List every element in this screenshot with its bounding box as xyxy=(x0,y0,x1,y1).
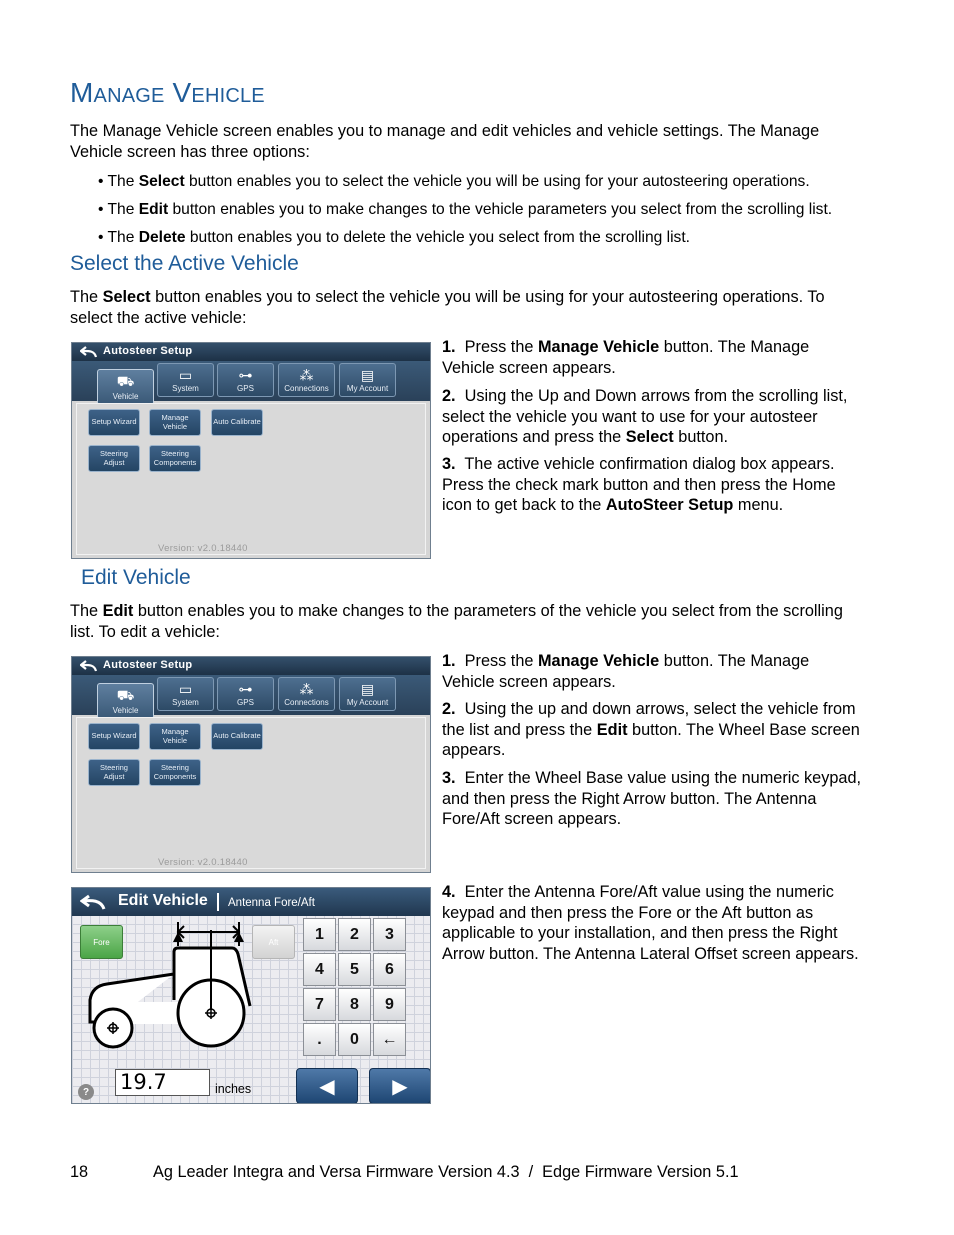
auto-calibrate-button[interactable]: Auto Calibrate xyxy=(211,723,263,750)
key-decimal[interactable]: . xyxy=(303,1023,336,1056)
folder-icon: ▤ xyxy=(360,367,375,383)
tab-system[interactable]: ▭ System xyxy=(157,677,214,711)
steering-components-button[interactable]: Steering Components xyxy=(149,759,201,786)
fore-aft-value-input[interactable]: 19.7 xyxy=(115,1069,210,1096)
key-6[interactable]: 6 xyxy=(373,953,406,986)
section-heading-select: Select the Active Vehicle xyxy=(70,252,299,275)
screen-title: Autosteer Setup xyxy=(103,345,193,357)
setup-wizard-button[interactable]: Setup Wizard xyxy=(88,723,140,750)
tab-vehicle[interactable]: ⛟ Vehicle xyxy=(97,369,154,405)
select-step-2: 2. Using the Up and Down arrows from the scrolling list, select the vehicle you want to use for your autosteer operations and press the Select button. xyxy=(442,387,848,446)
autosteer-setup-screenshot xyxy=(71,342,431,559)
tractor-icon: ⛟ xyxy=(116,687,135,703)
page-title: Manage Vehicle xyxy=(70,77,265,108)
tab-my-account[interactable]: ▤ My Account xyxy=(339,363,396,397)
key-0[interactable]: 0 xyxy=(338,1023,371,1056)
title-separator xyxy=(217,893,219,911)
manage-vehicle-button[interactable]: Manage Vehicle xyxy=(149,723,201,750)
back-arrow-icon xyxy=(80,346,97,358)
tab-my-account[interactable]: ▤ My Account xyxy=(339,677,396,711)
back-arrow-icon xyxy=(80,894,106,910)
fore-button[interactable]: Fore xyxy=(80,925,123,959)
version-label: Version: v2.0.18440 xyxy=(158,857,248,868)
screen-title-bar xyxy=(72,888,430,916)
bullet-select: • The Select button enables you to select the vehicle you will be using for your autosteering operations. xyxy=(98,173,810,190)
bullet-edit: • The Edit button enables you to make changes to the vehicle parameters you select from the scrolling list. xyxy=(98,201,833,218)
satellite-icon: ⊶ xyxy=(238,367,253,383)
monitor-icon: ▭ xyxy=(178,681,193,697)
intro-paragraph: The Manage Vehicle screen enables you to manage and edit vehicles and vehicle settings. The Manage Vehicle screen has three options: xyxy=(70,122,820,161)
select-step-3: 3. The active vehicle confirmation dialog box appears. Press the check mark button and then press the Home icon to get back to the AutoSteer Setup menu. xyxy=(442,455,836,514)
select-step-1: 1. Press the Manage Vehicle button. The Manage Vehicle screen appears. xyxy=(442,338,810,377)
tractor-icon: ⛟ xyxy=(116,373,135,389)
bullet-delete: • The Delete button enables you to delete the vehicle you select from the scrolling list. xyxy=(98,229,691,246)
folder-icon: ▤ xyxy=(360,681,375,697)
screen-title-bar xyxy=(72,657,430,675)
left-arrow-button[interactable]: ◀ xyxy=(296,1068,358,1104)
tractor-diagram-icon xyxy=(82,922,297,1064)
tab-vehicle[interactable]: ⛟ Vehicle xyxy=(97,683,154,719)
key-5[interactable]: 5 xyxy=(338,953,371,986)
key-1[interactable]: 1 xyxy=(303,918,336,951)
edit-step-3: 3. Enter the Wheel Base value using the numeric keypad, and then press the Right Arrow button. The Antenna Fore/Aft screen appears. xyxy=(442,769,862,828)
autosteer-setup-screenshot-2 xyxy=(71,656,431,873)
screen-title: Edit Vehicle xyxy=(118,892,208,909)
tab-system[interactable]: ▭ System xyxy=(157,363,214,397)
tab-gps[interactable]: ⊶ GPS xyxy=(217,363,274,397)
backspace-key[interactable]: ← xyxy=(373,1023,406,1056)
screen-subtitle: Antenna Fore/Aft xyxy=(228,897,315,909)
right-arrow-button[interactable]: ▶ xyxy=(369,1068,431,1104)
edit-step-1: 1. Press the Manage Vehicle button. The Manage Vehicle screen appears. xyxy=(442,652,810,691)
edit-vehicle-screenshot xyxy=(71,887,431,1104)
key-8[interactable]: 8 xyxy=(338,988,371,1021)
tab-strip xyxy=(72,361,430,401)
screen-title-bar xyxy=(72,343,430,361)
page-number: 18 xyxy=(70,1163,89,1181)
help-icon[interactable]: ? xyxy=(78,1084,94,1100)
section-heading-edit: Edit Vehicle xyxy=(81,566,191,589)
steering-components-button[interactable]: Steering Components xyxy=(149,445,201,472)
steering-adjust-button[interactable]: Steering Adjust xyxy=(88,445,140,472)
key-4[interactable]: 4 xyxy=(303,953,336,986)
setup-wizard-button[interactable]: Setup Wizard xyxy=(88,409,140,436)
connections-icon: ⁂ xyxy=(299,681,314,697)
key-3[interactable]: 3 xyxy=(373,918,406,951)
manage-vehicle-button[interactable]: Manage Vehicle xyxy=(149,409,201,436)
section-intro-edit: The Edit button enables you to make changes to the parameters of the vehicle you select from the scrolling list. To edit a vehicle: xyxy=(70,602,843,641)
key-7[interactable]: 7 xyxy=(303,988,336,1021)
tab-gps[interactable]: ⊶ GPS xyxy=(217,677,274,711)
screen-title: Autosteer Setup xyxy=(103,659,193,671)
aft-button[interactable]: Aft xyxy=(252,925,295,959)
auto-calibrate-button[interactable]: Auto Calibrate xyxy=(211,409,263,436)
edit-step-4: 4. Enter the Antenna Fore/Aft value using the numeric keypad and then press the Fore or the Aft button as applicable to your installation, and then press the Right Arrow button. The Antenna Lateral Offset screen appears. xyxy=(442,883,859,963)
units-label: inches xyxy=(215,1082,252,1096)
back-arrow-icon xyxy=(80,660,97,672)
tab-connections[interactable]: ⁂ Connections xyxy=(278,677,335,711)
connections-icon: ⁂ xyxy=(299,367,314,383)
key-9[interactable]: 9 xyxy=(373,988,406,1021)
monitor-icon: ▭ xyxy=(178,367,193,383)
tab-connections[interactable]: ⁂ Connections xyxy=(278,363,335,397)
edit-step-2: 2. Using the up and down arrows, select the vehicle from the list and press the Edit button. The Wheel Base screen appears. xyxy=(442,700,860,759)
section-intro-select: The Select button enables you to select the vehicle you will be using for your autosteering operations. To select the active vehicle: xyxy=(70,288,825,327)
key-2[interactable]: 2 xyxy=(338,918,371,951)
steering-adjust-button[interactable]: Steering Adjust xyxy=(88,759,140,786)
satellite-icon: ⊶ xyxy=(238,681,253,697)
version-label: Version: v2.0.18440 xyxy=(158,543,248,554)
tab-strip xyxy=(72,675,430,715)
footer-text: Ag Leader Integra and Versa Firmware Version 4.3 / Edge Firmware Version 5.1 xyxy=(153,1163,739,1181)
